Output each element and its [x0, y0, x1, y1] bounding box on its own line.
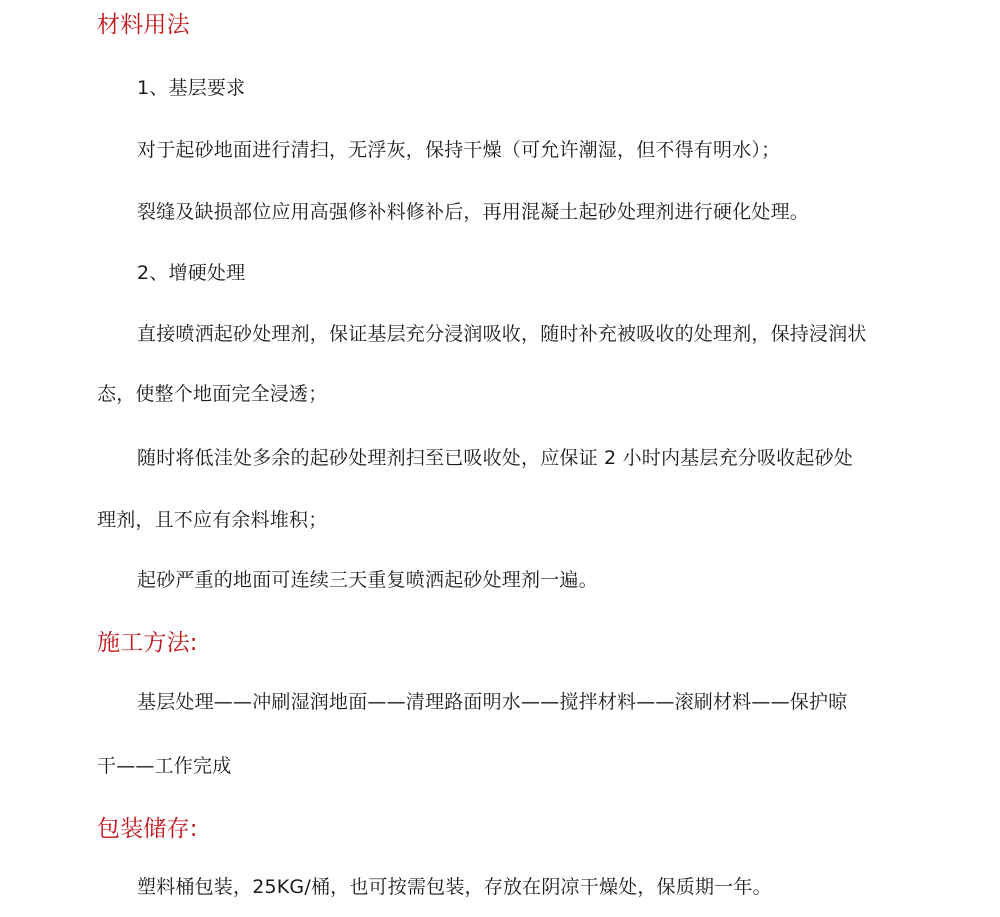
- heading-method: 施工方法:: [97, 630, 198, 656]
- paragraph-crack-repair: 裂缝及缺损部位应用高强修补料修补后，再用混凝土起砂处理剂进行硬化处理。: [137, 201, 810, 223]
- paragraph-method-line2: 干——工作完成: [97, 755, 232, 777]
- paragraph-method-line1: 基层处理——冲刷湿润地面——清理路面明水——搅拌材料——滚刷材料——保护晾: [137, 691, 848, 713]
- paragraph-spray-line1: 直接喷洒起砂处理剂，保证基层充分浸润吸收，随时补充被吸收的处理剂，保持浸润状: [137, 323, 867, 345]
- heading-storage: 包装储存:: [97, 816, 198, 842]
- heading-usage: 材料用法: [97, 12, 190, 38]
- paragraph-sweep-line1: 随时将低洼处多余的起砂处理剂扫至已吸收处，应保证 2 小时内基层充分吸收起砂处: [137, 447, 853, 469]
- paragraph-spray-line2: 态，使整个地面完全浸透；: [97, 383, 328, 405]
- paragraph-sweep-line2: 理剂，且不应有余料堆积；: [97, 509, 328, 531]
- paragraph-base-cleaning: 对于起砂地面进行清扫，无浮灰，保持干燥（可允许潮湿，但不得有明水）；: [137, 139, 781, 161]
- paragraph-repeat-spray: 起砂严重的地面可连续三天重复喷洒起砂处理剂一遍。: [137, 569, 598, 591]
- subheading-hardening: 2、增硬处理: [137, 262, 246, 284]
- subheading-base-requirements: 1、基层要求: [137, 77, 246, 99]
- paragraph-storage: 塑料桶包装，25KG/桶，也可按需包装，存放在阴凉干燥处，保质期一年。: [137, 876, 772, 898]
